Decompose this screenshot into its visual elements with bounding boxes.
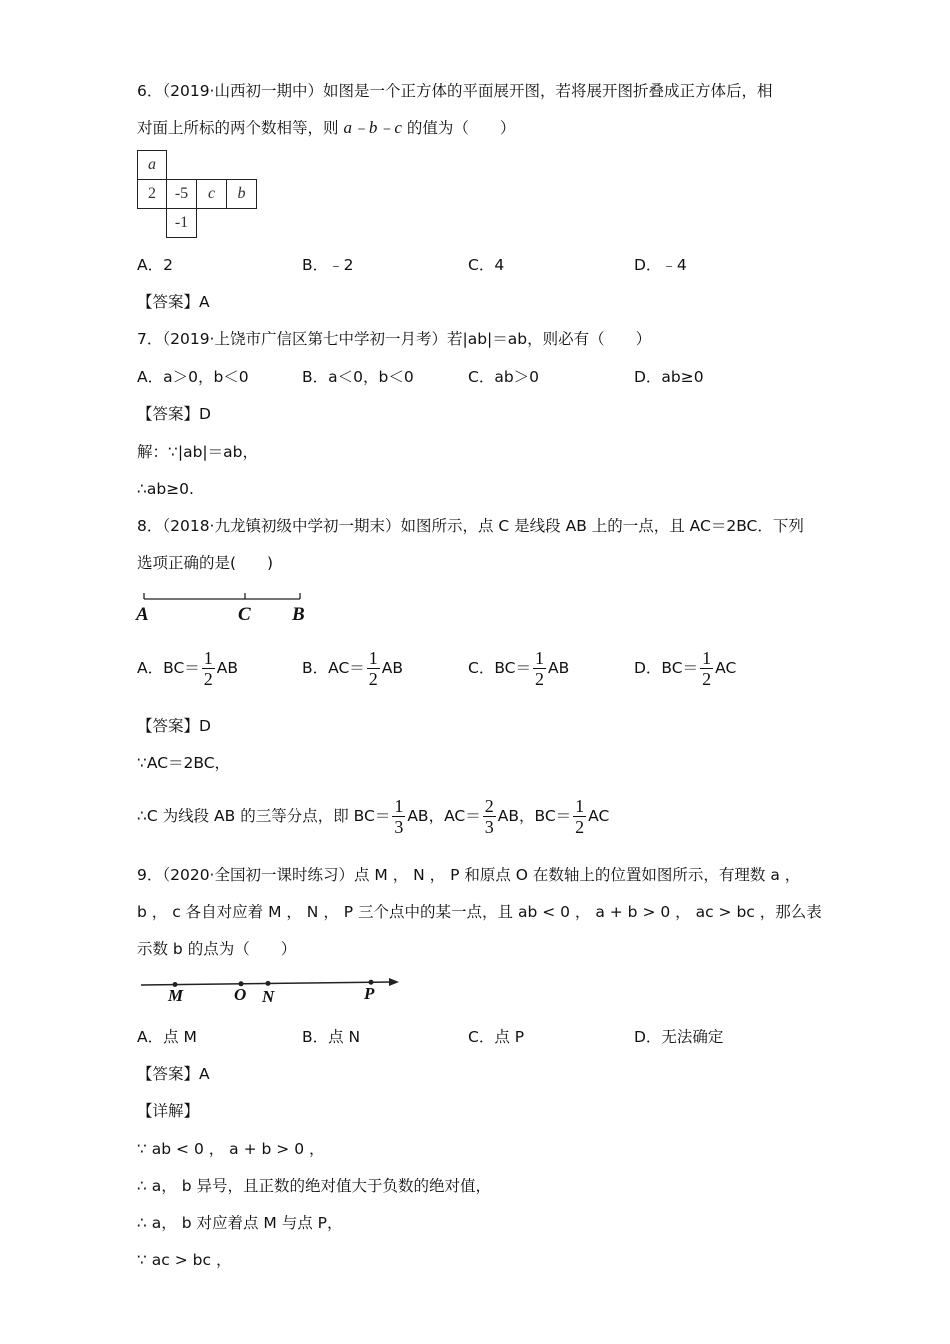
- q9-solution-3: ∴ a， b 对应着点 M 与点 P，: [137, 1214, 343, 1232]
- q6-line2-post: 的值为（ ）: [401, 119, 516, 137]
- q9-answer: 【答案】A: [137, 1065, 210, 1083]
- q7-answer: 【答案】D: [137, 405, 211, 423]
- q6-expr: a﹣b﹣c: [343, 118, 402, 137]
- q8-solution-2: ∴C 为线段 AB 的三等分点，即 BC＝ $\frac{1}{3}$ AB，AC＝ $\frac{2}{3}$ AB，BC＝ $\frac{1}{2}$ AC: [137, 796, 610, 837]
- q9-option-d[interactable]: D．无法确定: [634, 1028, 724, 1046]
- q8-option-b[interactable]: B．AC＝ $\frac{1}{2}$ AB: [302, 648, 404, 689]
- number-line-label-p: P: [364, 984, 375, 1003]
- net-cell-1: 2: [137, 179, 167, 209]
- q6-line1: 6．（2019·山西初一期中）如图是一个正方体的平面展开图，若将展开图折叠成正方体后，相: [137, 82, 773, 100]
- fraction: $\frac{1}{2}$: [575, 796, 585, 837]
- q9-line2: b ， c 各自对应着 M ， N ， P 三个点中的某一点，且 ab < 0 ， a + b > 0 ， ac > bc ，那么表: [137, 903, 822, 921]
- fraction: $\frac{1}{2}$: [702, 648, 712, 689]
- q6-option-d[interactable]: D．﹣4: [634, 256, 687, 274]
- q8-answer: 【答案】D: [137, 717, 211, 735]
- q9-solution-4: ∵ ac > bc ，: [137, 1251, 232, 1269]
- arrow-icon: [389, 978, 399, 986]
- q6-option-c[interactable]: C．4: [468, 256, 505, 274]
- fraction: $\frac{1}{2}$: [203, 648, 213, 689]
- q7-solution-2: ∴ab≥0.: [137, 480, 194, 498]
- fraction: $\frac{1}{2}$: [535, 648, 545, 689]
- q8-option-a[interactable]: A．BC＝ $\frac{1}{2}$ AB: [137, 648, 239, 689]
- q8-option-c[interactable]: C．BC＝ $\frac{1}{2}$ AB: [468, 648, 570, 689]
- q6-answer: 【答案】A: [137, 293, 210, 311]
- q6-line2: [137, 117, 515, 139]
- q9-detail-heading: 【详解】: [137, 1102, 200, 1120]
- net-cell-4: b: [226, 179, 257, 209]
- q9-solution-2: ∴ a， b 异号，且正数的绝对值大于负数的绝对值，: [137, 1177, 491, 1195]
- point-n-dot: [266, 981, 271, 986]
- q8-line2: 选项正确的是( ): [137, 554, 274, 572]
- segment-label-b: B: [292, 604, 305, 625]
- number-line-label-o: O: [234, 985, 247, 1004]
- q9-solution-1: ∵ ab < 0 ， a + b > 0 ，: [137, 1140, 325, 1158]
- q9-line3: 示数 b 的点为（ ）: [137, 940, 297, 958]
- q9-option-b[interactable]: B．点 N: [302, 1028, 361, 1046]
- q7-line1: 7．（2019·上饶市广信区第七中学初一月考）若|ab|＝ab，则必有（ ）: [137, 330, 652, 348]
- q9-option-c[interactable]: C．点 P: [468, 1028, 525, 1046]
- q8-option-d[interactable]: D．BC＝ $\frac{1}{2}$ AC: [634, 648, 737, 689]
- q8-solution-1: ∵AC＝2BC，: [137, 754, 231, 772]
- net-cell-top: a: [137, 150, 167, 180]
- q6-option-a[interactable]: A．2: [137, 256, 173, 274]
- q9-option-a[interactable]: A．点 M: [137, 1028, 197, 1046]
- net-cell-3: c: [196, 179, 227, 209]
- q7-option-a[interactable]: A．a＞0，b＜0: [137, 368, 249, 386]
- segment-label-c: C: [238, 604, 251, 625]
- q7-option-c[interactable]: C．ab＞0: [468, 368, 540, 386]
- fraction: $\frac{1}{2}$: [368, 648, 378, 689]
- q7-option-b[interactable]: B．a＜0，b＜0: [302, 368, 414, 386]
- q8-line1: 8．（2018·九龙镇初级中学初一期末）如图所示，点 C 是线段 AB 上的一点，且 AC＝2BC．下列: [137, 517, 804, 535]
- net-cell-2: -5: [166, 179, 197, 209]
- q9-line1: 9．（2020·全国初一课时练习）点 M ， N ， P 和原点 O 在数轴上的位置如图所示，有理数 a ，: [137, 866, 801, 884]
- q7-option-d[interactable]: D．ab≥0: [634, 368, 704, 386]
- segment-diagram: [137, 588, 317, 608]
- segment-label-a: A: [136, 604, 149, 625]
- q7-solution-1: 解：∵|ab|＝ab，: [137, 443, 258, 461]
- fraction: $\frac{1}{3}$: [394, 796, 404, 837]
- q6-line2-pre: 对面上所标的两个数相等，则: [137, 119, 344, 137]
- number-line-label-n: N: [262, 987, 275, 1006]
- net-cell-bottom: -1: [166, 208, 197, 238]
- fraction: $\frac{2}{3}$: [484, 796, 494, 837]
- number-line-label-m: M: [168, 986, 184, 1005]
- q6-option-b[interactable]: B．﹣2: [302, 256, 354, 274]
